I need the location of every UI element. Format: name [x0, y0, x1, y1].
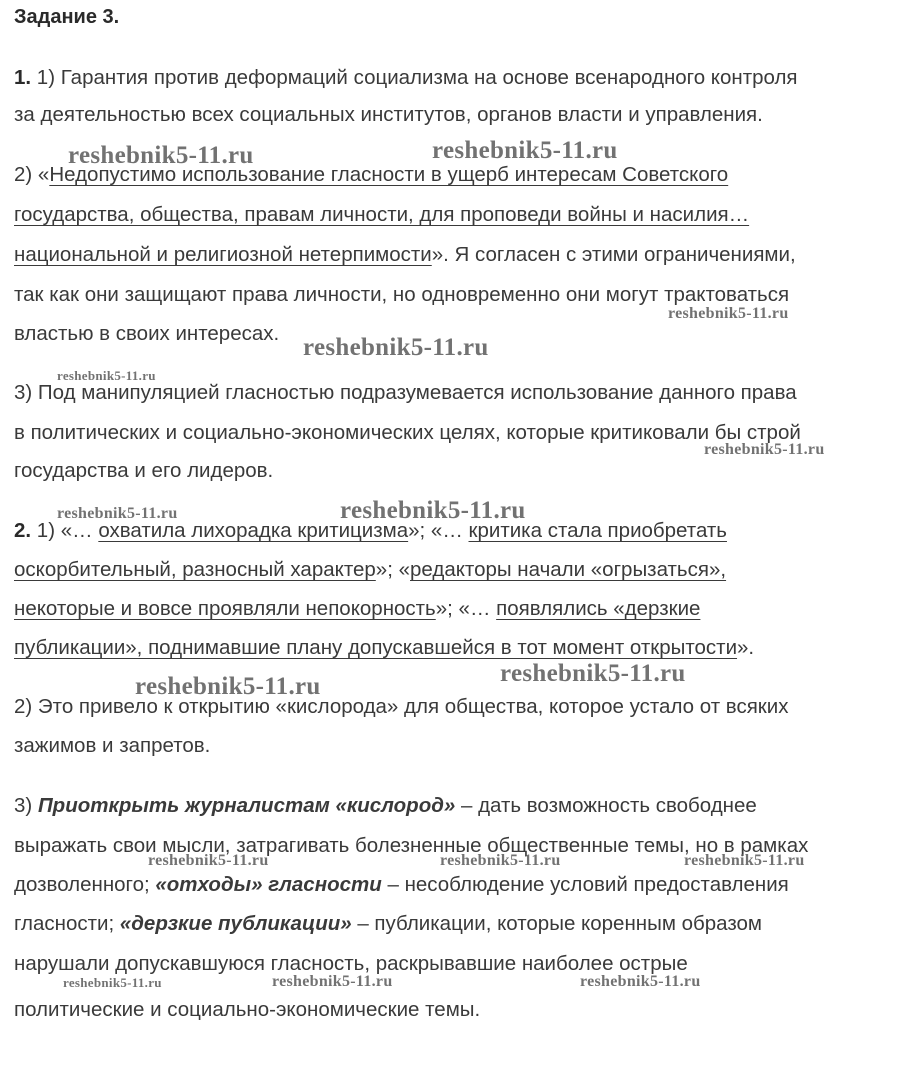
quote-underlined: публикации», поднимавшие плану допускавшейся в тот момент открытости: [14, 636, 738, 659]
text-span: ».: [737, 636, 755, 659]
quote-underlined: критика стала приобретать: [468, 519, 727, 542]
text-span: »; «…: [435, 597, 497, 620]
answer-1-2-line-4: так как они защищают права личности, но одновременно они могут трактоваться: [14, 283, 790, 306]
quote-underlined: некоторые и вовсе проявляли непокорность: [14, 597, 436, 620]
answer-2-3-line-2: выражать свои мысли, затрагивать болезненные общественные темы, но в рамках: [14, 834, 809, 857]
answer-1-2-line-2: [14, 203, 749, 227]
answer-2-line-3: [14, 597, 700, 621]
watermark: reshebnik5-11.ru: [684, 852, 805, 869]
answer-1-3-line-2: в политических и социально-экономических целях, которые критиковали бы строй: [14, 421, 801, 444]
text-span: 2) «: [14, 163, 50, 186]
answer-2-line-2: [14, 558, 726, 582]
watermark: reshebnik5-11.ru: [340, 497, 526, 524]
answer-2-3-line-1: [14, 794, 757, 818]
watermark: reshebnik5-11.ru: [440, 852, 561, 869]
answer-2-2-line-1: 2) Это привело к открытию «кислорода» для общества, которое устало от всяких: [14, 695, 789, 718]
term-emphasis: «отходы» гласности: [155, 873, 382, 896]
answer-2-3-line-6: политические и социально-экономические темы.: [14, 998, 481, 1021]
answer-1-line-2: за деятельностью всех социальных институтов, органов власти и управления.: [14, 103, 763, 126]
watermark: reshebnik5-11.ru: [272, 973, 393, 990]
answer-2-3-line-5: нарушали допускавшуюся гласность, раскрывавшие наиболее острые: [14, 952, 688, 975]
quote-underlined: Недопустимо использование гласности в ущерб интересам Советского: [49, 163, 729, 186]
term-emphasis: «дерзкие публикации»: [119, 912, 352, 935]
answer-1-3-line-1: 3) Под манипуляцией гласностью подразумевается использование данного права: [14, 381, 797, 404]
answer-1-number: 1.: [14, 66, 32, 89]
answer-1-3-line-3: государства и его лидеров.: [14, 459, 274, 482]
term-emphasis: Приоткрыть журналистам «кислород»: [37, 794, 456, 817]
watermark: reshebnik5-11.ru: [303, 334, 489, 361]
quote-underlined: национальной и религиозной нетерпимости: [14, 243, 432, 266]
watermark: reshebnik5-11.ru: [135, 673, 321, 700]
answer-2-number: 2.: [14, 519, 32, 542]
answer-1-line-1: [14, 66, 798, 90]
text-span: гласности;: [14, 912, 120, 935]
text-span: 1) Гарантия против деформаций социализма на основе всенародного контроля: [31, 66, 798, 89]
watermark: reshebnik5-11.ru: [580, 973, 701, 990]
text-span: – публикации, которые коренным образом: [351, 912, 762, 935]
text-span: »; «…: [408, 519, 469, 542]
watermark: reshebnik5-11.ru: [57, 505, 178, 522]
watermark: reshebnik5-11.ru: [500, 660, 686, 687]
text-span: – дать возможность свободнее: [455, 794, 757, 817]
watermark: reshebnik5-11.ru: [148, 852, 269, 869]
watermark: reshebnik5-11.ru: [63, 975, 162, 990]
quote-underlined: охватила лихорадка критицизма: [98, 519, 409, 542]
text-span: 1) «…: [31, 519, 99, 542]
answer-2-3-line-3: [14, 873, 789, 897]
answer-2-2-line-2: зажимов и запретов.: [14, 734, 211, 757]
watermark: reshebnik5-11.ru: [432, 137, 618, 164]
quote-underlined: государства, общества, правам личности, для проповеди войны и насилия…: [14, 203, 750, 226]
watermark: reshebnik5-11.ru: [668, 305, 789, 322]
task-heading: Задание 3.: [14, 6, 120, 28]
quote-underlined: появлялись «дерзкие: [496, 597, 701, 620]
answer-1-2-line-5: властью в своих интересах.: [14, 322, 280, 345]
answer-1-2-line-3: [14, 243, 796, 267]
quote-underlined: оскорбительный, разносный характер: [14, 558, 376, 581]
answer-2-line-4: [14, 636, 754, 660]
text-span: – несоблюдение условий предоставления: [381, 873, 789, 896]
text-span: 3): [14, 794, 38, 817]
text-span: дозволенного;: [14, 873, 156, 896]
text-span: ». Я согласен с этими ограничениями,: [431, 243, 796, 266]
quote-underlined: редакторы начали «огрызаться»,: [410, 558, 727, 581]
watermark: reshebnik5-11.ru: [704, 441, 825, 458]
watermark: reshebnik5-11.ru: [68, 142, 254, 169]
watermark: reshebnik5-11.ru: [57, 368, 156, 383]
text-span: »; «: [375, 558, 410, 581]
answer-2-3-line-4: [14, 912, 762, 936]
